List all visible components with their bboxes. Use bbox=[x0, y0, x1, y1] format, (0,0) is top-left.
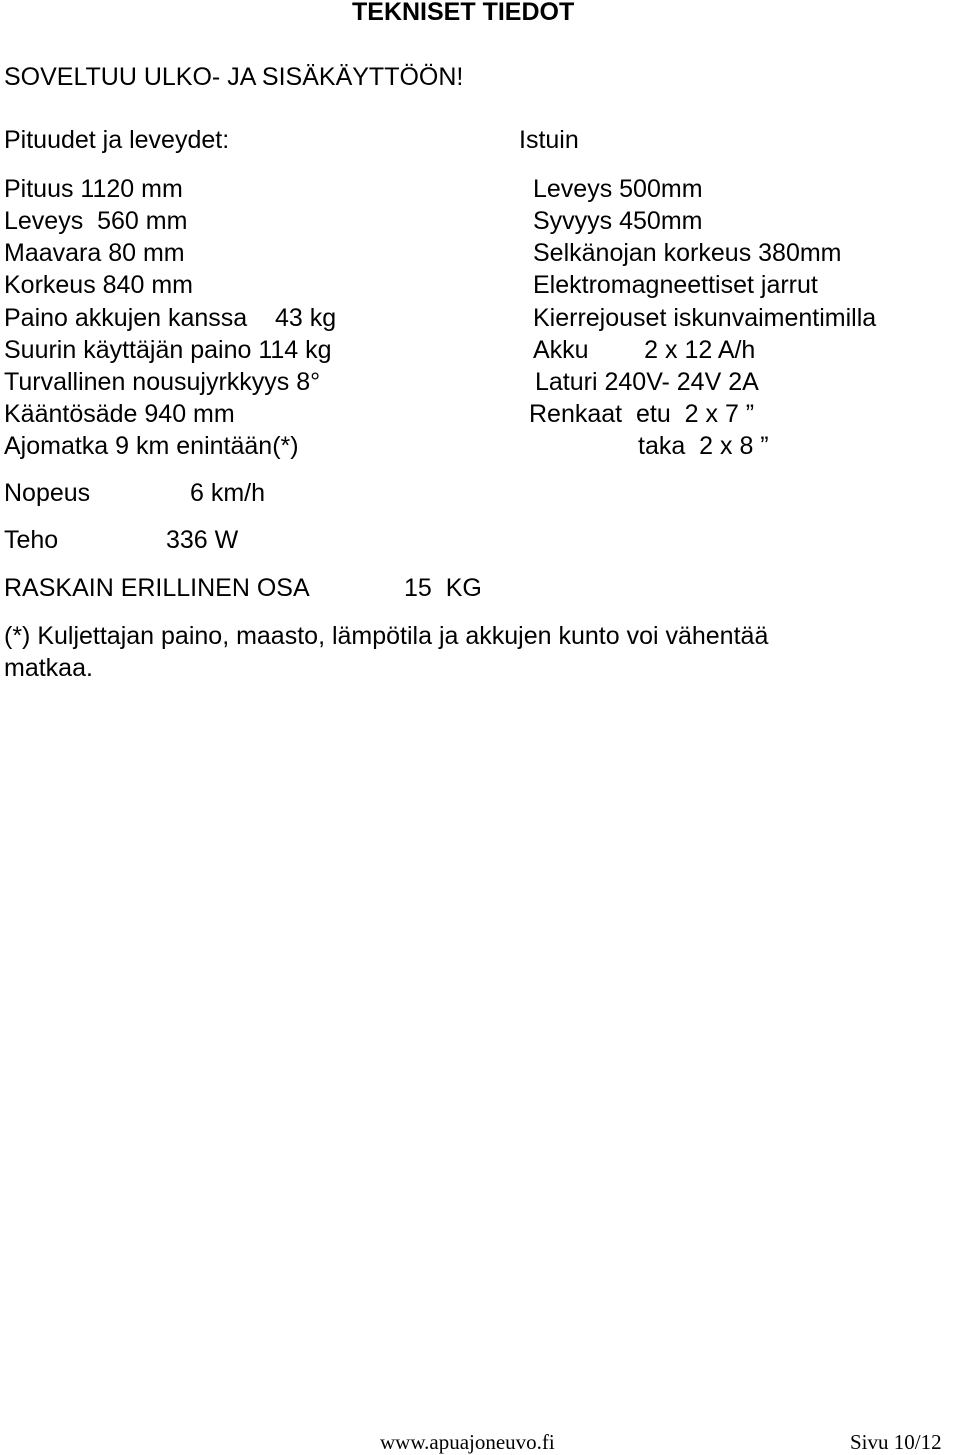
dimensions-line: Leveys 560 mm bbox=[4, 207, 188, 235]
heaviest-part-label: RASKAIN ERILLINEN OSA bbox=[4, 574, 310, 602]
seat-line: Leveys 500mm bbox=[533, 175, 703, 203]
seat-line: Selkänojan korkeus 380mm bbox=[533, 239, 842, 267]
seat-line: Renkaat etu 2 x 7 ” bbox=[529, 400, 755, 428]
seat-line: Akku 2 x 12 A/h bbox=[533, 336, 756, 364]
footer-page-number: Sivu 10/12 bbox=[850, 1430, 942, 1454]
dimensions-line: Paino akkujen kanssa 43 kg bbox=[4, 304, 337, 332]
seat-line: Syvyys 450mm bbox=[533, 207, 703, 235]
heaviest-part-value: 15 KG bbox=[404, 574, 482, 602]
seat-line: Elektromagneettiset jarrut bbox=[533, 271, 818, 299]
dimensions-heading: Pituudet ja leveydet: bbox=[4, 126, 230, 154]
page-title: TEKNISET TIEDOT bbox=[352, 0, 575, 26]
dimensions-line: Maavara 80 mm bbox=[4, 239, 185, 267]
power-label: Teho bbox=[4, 526, 59, 554]
seat-line: Laturi 240V- 24V 2A bbox=[535, 368, 759, 396]
seat-heading: Istuin bbox=[519, 126, 579, 154]
dimensions-line: Suurin käyttäjän paino 114 kg bbox=[4, 336, 332, 364]
dimensions-line: Korkeus 840 mm bbox=[4, 271, 193, 299]
power-value: 336 W bbox=[166, 526, 239, 554]
footer-website: www.apuajoneuvo.fi bbox=[380, 1430, 555, 1454]
seat-line: taka 2 x 8 ” bbox=[638, 432, 769, 460]
footnote: (*) Kuljettajan paino, maasto, lämpötila ja akkujen kunto voi vähentää bbox=[4, 622, 769, 650]
dimensions-line: Turvallinen nousujyrkkyys 8° bbox=[4, 368, 321, 396]
dimensions-line: Ajomatka 9 km enintään(*) bbox=[4, 432, 299, 460]
speed-label: Nopeus bbox=[4, 479, 91, 507]
intro-text: SOVELTUU ULKO- JA SISÄKÄYTTÖÖN! bbox=[4, 63, 464, 91]
seat-line: Kierrejouset iskunvaimentimilla bbox=[533, 304, 877, 332]
speed-value: 6 km/h bbox=[190, 479, 266, 507]
dimensions-line: Pituus 1120 mm bbox=[4, 175, 183, 203]
dimensions-line: Kääntösäde 940 mm bbox=[4, 400, 235, 428]
footnote: matkaa. bbox=[4, 654, 93, 682]
